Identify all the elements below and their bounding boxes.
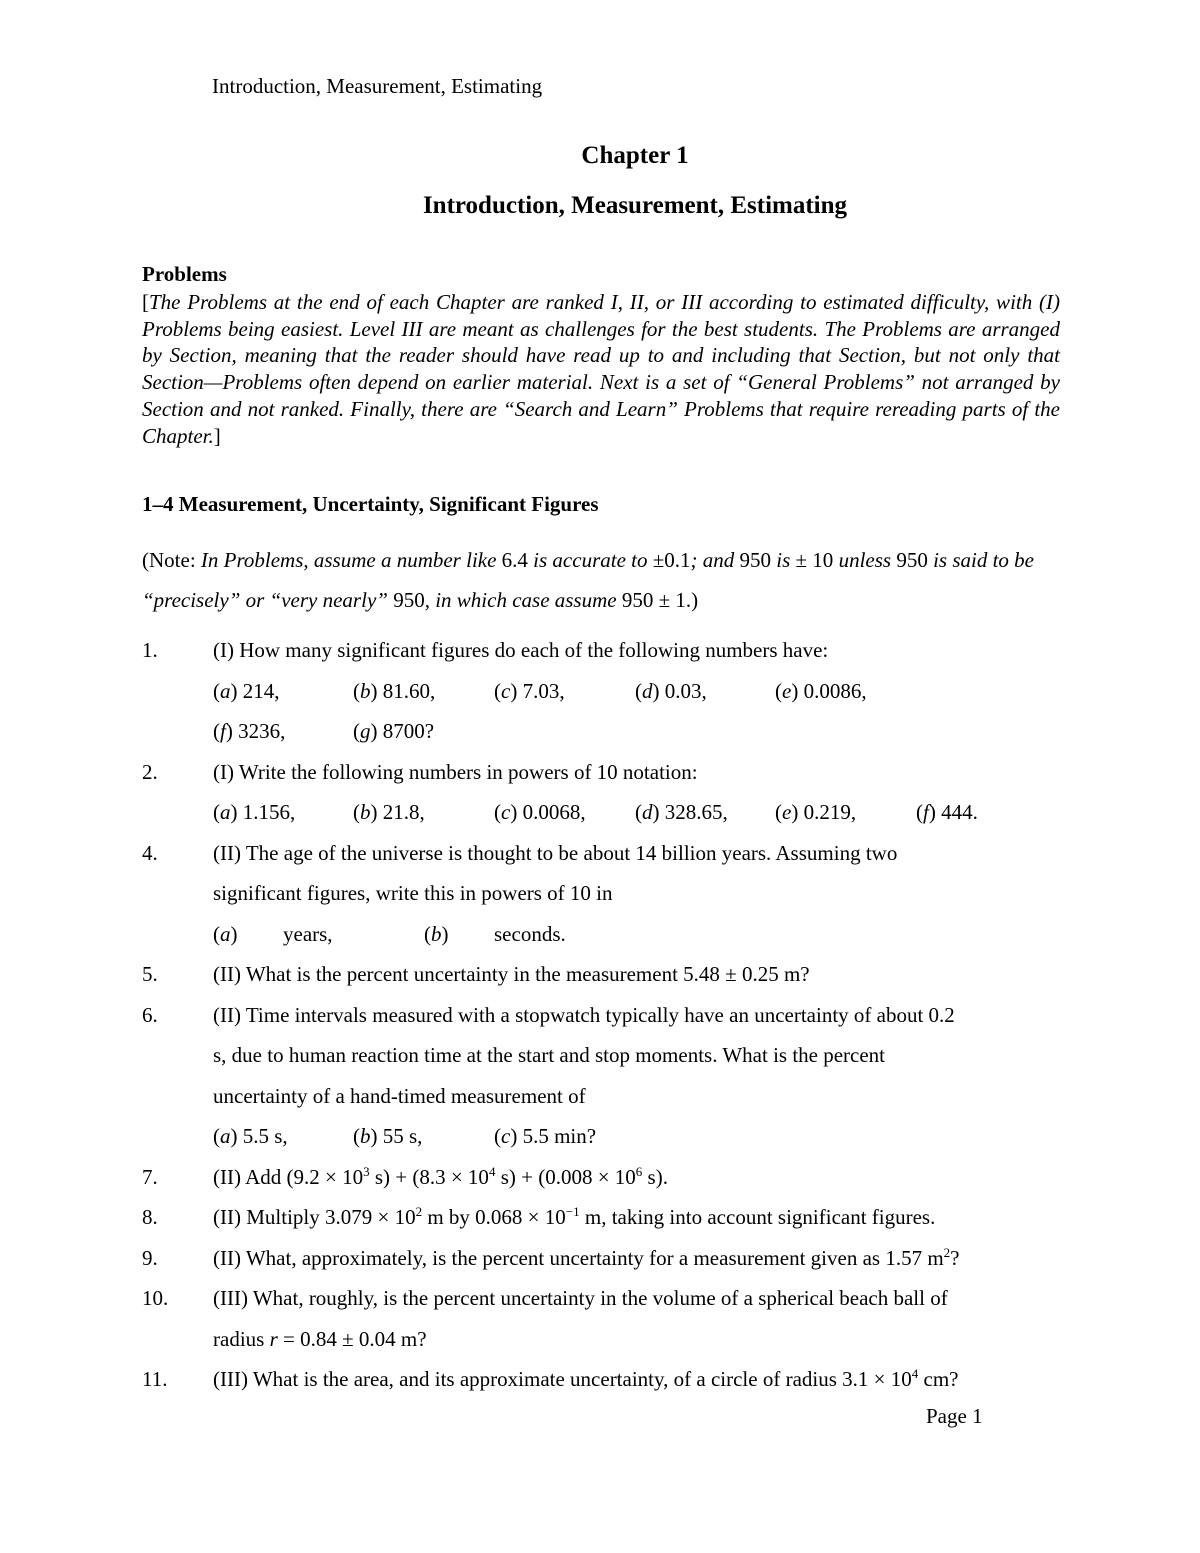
problem-number: 10. — [142, 1286, 169, 1310]
problem-part: (d) 328.65, — [635, 800, 728, 824]
problem-1-parts-row-1 — [142, 676, 1062, 717]
problem-number: 4. — [142, 840, 158, 865]
problem-text: significant figures, write this in powers of 10 in — [213, 881, 613, 905]
problem-10 — [142, 1283, 1062, 1324]
problem-part: (a) — [213, 921, 238, 946]
problem-list — [142, 635, 1062, 1405]
problem-text: s, due to human reaction time at the start and stop moments. What is the percent — [213, 1043, 886, 1067]
problem-2 — [142, 757, 1062, 798]
section-note: (Note: In Problems, assume a number like 6.4 is accurate to ±0.1; and 950 is ± 10 unless 950 is said to be “precisely” or “very nearly” 950, in which case assume 950 ± 1.) — [142, 548, 1034, 612]
problem-number: 1. — [142, 638, 158, 662]
chapter-subtitle: Introduction, Measurement, Estimating — [422, 192, 848, 219]
problem-text: (II) Time intervals measured with a stopwatch typically have an uncertainty of about 0.2 — [213, 1002, 955, 1027]
page-number: Page 1 — [926, 1404, 983, 1428]
problem-number: 7. — [142, 1164, 158, 1189]
section-heading: 1–4 Measurement, Uncertainty, Significant Figures — [142, 492, 599, 516]
problem-number: 5. — [142, 962, 158, 986]
problem-part: (c) 5.5 min? — [494, 1124, 597, 1148]
problem-6-parts — [142, 1121, 1062, 1162]
problem-part: (a) 5.5 s, — [213, 1124, 288, 1148]
problem-1 — [142, 635, 1062, 676]
problem-number: 6. — [142, 1002, 158, 1027]
intro-text: The Problems at the end of each Chapter are ranked I, II, or III according to estimated difficulty, with (I) Problems being easiest. Level III are meant as challenges for the best students. The Problems are arranged by Section, meaning that the reader should have read up to and including that Section, but not only that Section—Problems often depend on earlier material. Next is a set of “General Problems” not arranged by Section and not ranked. Finally, there are “Search and Learn” Problems that require rereading parts of the Chapter. — [142, 290, 1060, 448]
problem-part: (g) 8700? — [353, 719, 435, 743]
problem-part: (a) 1.156, — [213, 800, 296, 824]
problem-part: (b) 21.8, — [353, 800, 425, 824]
chapter-title: Chapter 1 — [581, 142, 689, 169]
problem-text: (I) Write the following numbers in powers of 10 notation: — [213, 759, 698, 784]
problem-part: (b) 55 s, — [353, 1124, 423, 1148]
problem-number: 11. — [142, 1367, 168, 1391]
problem-4-cont — [142, 878, 1062, 919]
problem-part: (c) 0.0068, — [494, 800, 586, 824]
problem-text: (II) Multiply $3.079 \times 10^2$ m by $0.068 \times 10^{-1}$ m, taking into account significant figures. — [213, 1204, 936, 1229]
problem-text: (III) What, roughly, is the percent uncertainty in the volume of a spherical beach ball of — [213, 1286, 948, 1310]
problem-6-cont-2 — [142, 1081, 1062, 1122]
problem-part: (a) 214, — [213, 678, 280, 703]
problem-4-parts — [142, 919, 1062, 960]
problem-number: 8. — [142, 1205, 158, 1229]
problem-5 — [142, 959, 1062, 1000]
problem-text: (II) Add ($9.2 \times 10^3$ $s) + (8.3 \times 10^4$ $s) + (0.008 \times 10^6$ s). — [213, 1163, 668, 1189]
problem-text: uncertainty of a hand-timed measurement of — [213, 1083, 586, 1108]
problem-number: 9. — [142, 1245, 158, 1270]
problem-text: (I) How many significant figures do each of the following numbers have: — [213, 638, 829, 662]
problem-4 — [142, 838, 1062, 879]
problem-part-value: seconds. — [494, 921, 566, 946]
problem-7 — [142, 1162, 1062, 1203]
problem-6-cont-1 — [142, 1040, 1062, 1081]
problem-text: (III) What is the area, and its approximate uncertainty, of a circle of radius $3.1 \times 10^4$ cm? — [213, 1366, 959, 1391]
problems-intro: [The Problems at the end of each Chapter are ranked I, II, or III according to estimated difficulty, with (I) Problems being easiest. Level III are meant as challenges for the best students. The Problems are arranged by Section, meaning that the reader should have read up to and including that Section, but not only that Section—Problems often depend on earlier material. Next is a set of “General Problems” not arranged by Section and not ranked. Finally, there are “Search and Learn” Problems that require rereading parts of the Chapter.] — [142, 290, 1060, 448]
problems-heading: Problems — [142, 262, 227, 286]
problem-2-parts — [142, 797, 1062, 838]
problem-9 — [142, 1243, 1062, 1284]
problem-part: (f) 444. — [916, 800, 978, 824]
problem-part: (e) 0.0086, — [775, 678, 867, 703]
problem-6 — [142, 1000, 1062, 1041]
problem-part: (d) 0.03, — [635, 678, 707, 703]
problem-part: (f) 3236, — [213, 719, 286, 743]
problem-10-cont — [142, 1324, 1062, 1365]
problem-part: (c) 7.03, — [494, 678, 565, 703]
problem-part: (e) 0.219, — [775, 800, 857, 824]
problem-text: (II) What is the percent uncertainty in the measurement 5.48 ± 0.25 m? — [213, 962, 810, 986]
problem-part: (b) — [424, 921, 449, 946]
problem-text: radius r = 0.84 ± 0.04 m? — [213, 1326, 427, 1351]
running-header: Introduction, Measurement, Estimating — [212, 74, 543, 98]
problem-11 — [142, 1364, 1062, 1405]
problem-text: (II) What, approximately, is the percent uncertainty for a measurement given as 1.57 $m^2$? — [213, 1244, 960, 1270]
problem-1-parts-row-2 — [142, 716, 1062, 757]
problem-8 — [142, 1202, 1062, 1243]
problem-text: (II) The age of the universe is thought to be about 14 billion years. Assuming two — [213, 840, 898, 865]
problem-part: (b) 81.60, — [353, 678, 436, 703]
problem-number: 2. — [142, 759, 158, 784]
problem-part-value: years, — [283, 921, 333, 946]
